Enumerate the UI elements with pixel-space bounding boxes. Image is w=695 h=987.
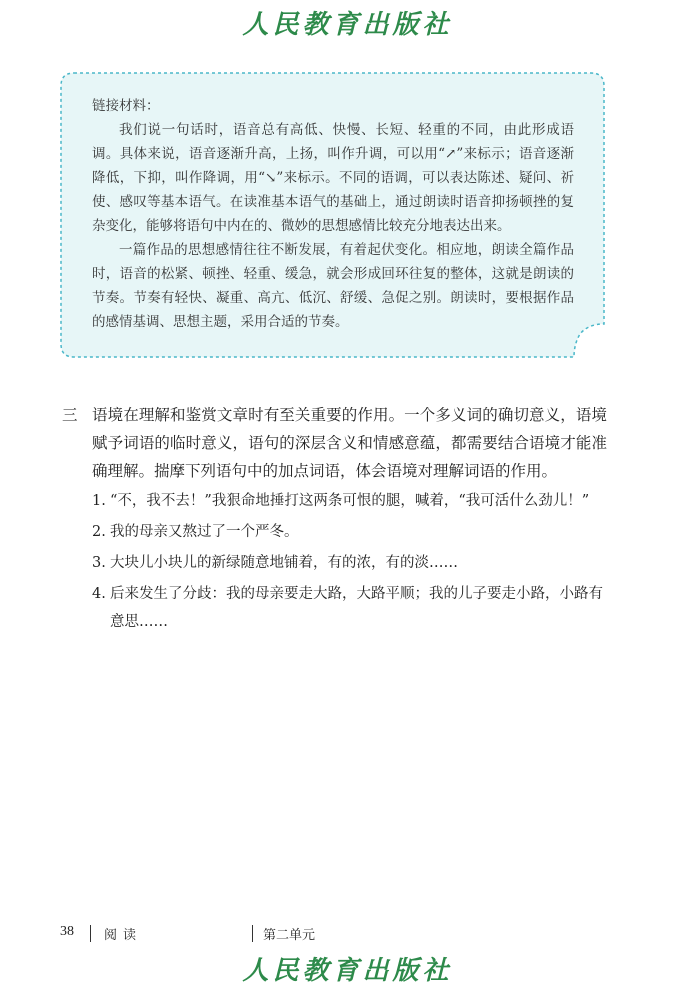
page-footer (60, 922, 620, 946)
list-item (92, 487, 607, 515)
link-material-box (60, 72, 605, 358)
exercise-number: 三 (62, 406, 78, 424)
footer-divider (90, 925, 91, 942)
link-material-title: 链接材料： (92, 98, 160, 114)
link-material-paragraph-1: 我们说一句话时，语音总有高低、快慢、长短、轻重的不同，由此形成语调。具体来说，语音逐渐升高，上扬，叫作升调，可以用“↗”来标示；语音逐渐降低，下抑，叫作降调，用“↘”来标示。不同的语调，可以表达陈述、疑问、祈使、感叹等基本语气。在读准基本语气的基础上，通过朗读时语音抑扬顿挫的复杂变化，能够将语句中内在的、微妙的思想感情比较充分地表达出来。 (92, 122, 574, 234)
footer-section-label: 阅读 (104, 928, 143, 943)
footer-divider (252, 925, 253, 942)
publisher-logo-bottom: 人民教育出版社 (242, 956, 453, 986)
link-material-paragraph-2: 一篇作品的思想感情往往不断发展，有着起伏变化。相应地，朗读全篇作品时，语音的松紧、顿挫、轻重、缓急，就会形成回环往复的整体，这就是朗读的节奏。节奏有轻快、凝重、高亢、低沉、舒缓、急促之别。朗读时，要根据作品的感情基调、思想主题，采用合适的节奏。 (92, 242, 574, 330)
exercise-section (62, 401, 607, 639)
list-item (92, 549, 607, 577)
exercise-instruction: 语境在理解和鉴赏文章时有至关重要的作用。一个多义词的确切意义，语境赋予词语的临时意义，语句的深层含义和情感意蕴，都需要结合语境才能准确理解。揣摩下列语句中的加点词语，体会语境对理解词语的作用。 (92, 406, 607, 480)
item-text: “不，我不去！”我狠命地捶打这两条可恨的腿，喊着，“我可活什么劲儿！” (110, 493, 590, 509)
page-number: 38 (60, 924, 74, 939)
footer-unit-label: 第二单元 (263, 928, 316, 943)
item-number: 4. (92, 586, 106, 602)
list-item (92, 580, 607, 636)
item-text: 后来发生了分歧：我的母亲要走大路，大路平顺；我的儿子要走小路，小路有意思…… (110, 586, 603, 630)
list-item (92, 518, 607, 546)
publisher-logo-top: 人民教育出版社 (242, 10, 453, 40)
item-text: 我的母亲又熬过了一个严冬。 (110, 524, 299, 540)
item-number: 2. (92, 524, 106, 540)
item-number: 1. (92, 493, 106, 509)
item-number: 3. (92, 555, 106, 571)
exercise-items (92, 487, 607, 636)
item-text: 大块儿小块儿的新绿随意地铺着，有的浓，有的淡…… (110, 555, 458, 571)
